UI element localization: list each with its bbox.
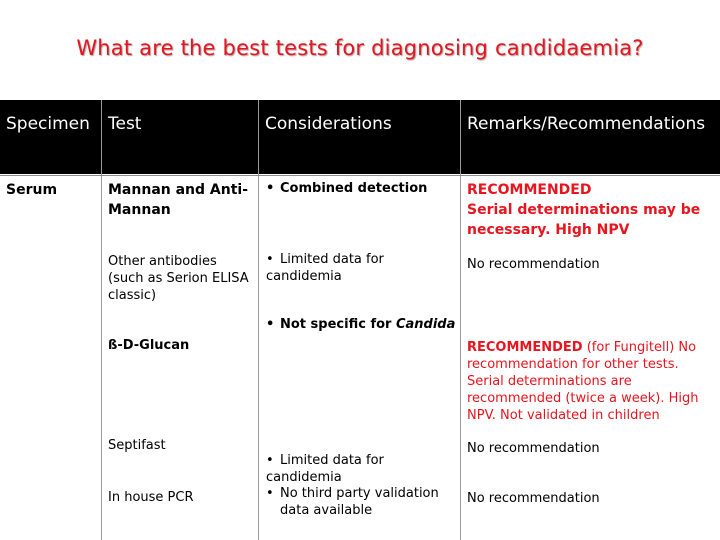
remark-other-antibodies: No recommendation [467, 257, 600, 272]
consideration-other-antibodies: • Limited data for candidemia [266, 252, 384, 284]
consideration-septifast: • Limited data for candidemia [266, 453, 384, 485]
recommended-label: RECOMMENDED [467, 182, 592, 198]
table-header [0, 100, 720, 174]
remark-mannan [467, 180, 717, 240]
remark-septifast: No recommendation [467, 441, 600, 456]
remark-beta-d-glucan [467, 339, 712, 424]
test-beta-d-glucan: ß-D-Glucan [108, 338, 190, 353]
row-divider [0, 175, 720, 176]
recommended-label: RECOMMENDED [467, 340, 583, 355]
header-considerations: Considerations [265, 114, 392, 134]
column-divider [101, 100, 102, 540]
specimen-serum: Serum [6, 182, 58, 198]
page-title: What are the best tests for diagnosing candidaemia? [76, 36, 644, 60]
test-mannan: Mannan and Anti-Mannan [108, 182, 249, 218]
consideration-mannan: • Combined detection [266, 181, 428, 196]
remark-text: (for Fungitell) No recommendation for other tests. Serial determinations are recommended (twice a week). High NPV. Not validated in children [467, 340, 699, 423]
column-divider [258, 100, 259, 540]
consideration-beta-d-glucan: • Not specific for Candida [266, 317, 456, 332]
test-in-house-pcr: In house PCR [108, 490, 194, 505]
test-other-antibodies: Other antibodies (such as Serion ELISA classic) [108, 254, 249, 303]
header-specimen: Specimen [6, 114, 90, 134]
header-remarks: Remarks/Recommendations [467, 114, 706, 134]
remark-text: Serial determinations may be necessary. High NPV [467, 202, 701, 238]
consideration-in-house-pcr: • No third party validation data available [266, 486, 439, 518]
header-test: Test [108, 114, 142, 134]
remark-in-house-pcr: No recommendation [467, 491, 600, 506]
test-septifast: Septifast [108, 438, 166, 453]
column-divider [460, 100, 461, 540]
